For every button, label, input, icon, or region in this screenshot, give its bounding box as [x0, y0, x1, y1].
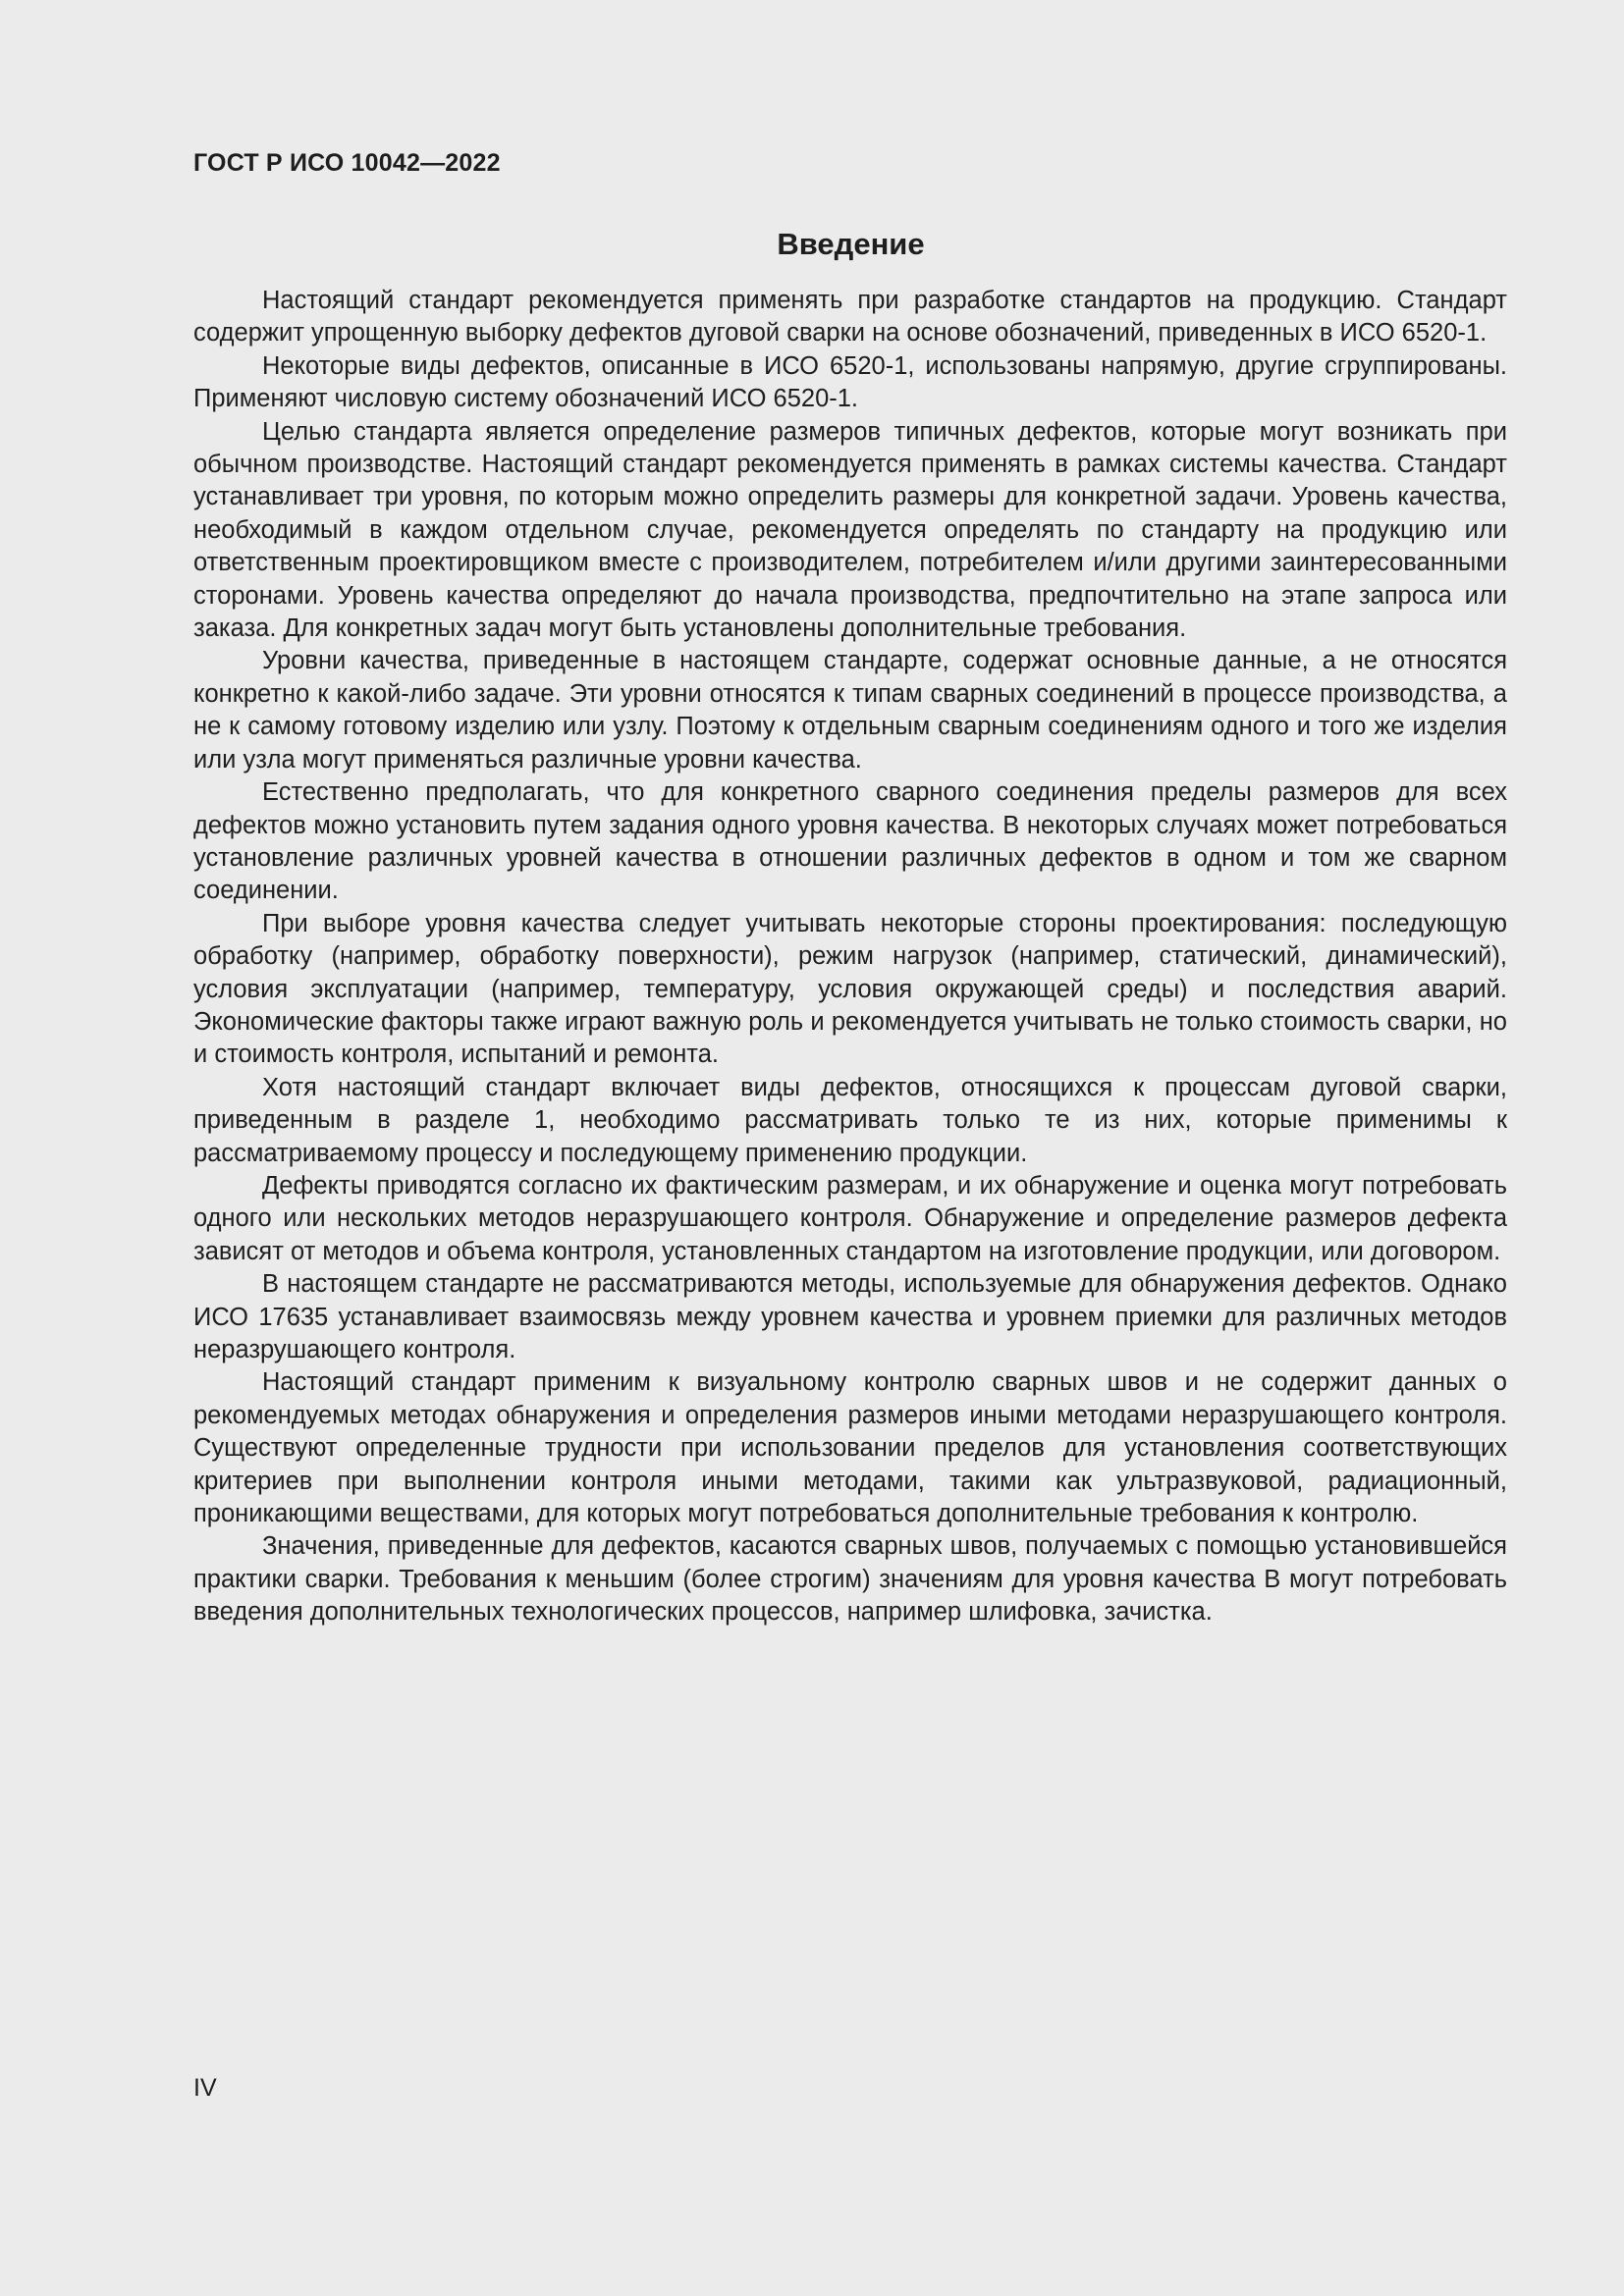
paragraph: Дефекты приводятся согласно их фактическим размерам, и их обнаружение и оценка могут потребовать одного или нескольких методов неразрушающего контроля. Обнаружение и определение размеров дефекта зависят от методов и объема контроля, установленных стандартом на изготовление продукции, или договором.	[193, 1171, 1507, 1265]
introduction-body	[193, 285, 1507, 1629]
paragraph: Хотя настоящий стандарт включает виды дефектов, относящихся к процессам дуговой сварки, приведенным в разделе 1, необходимо рассматривать только те из них, которые применимы к рассматриваемому процессу и последующему применению продукции.	[193, 1073, 1507, 1167]
paragraph: При выборе уровня качества следует учитывать некоторые стороны проектирования: последующую обработку (например, обработку поверхности), режим нагрузок (например, статический, динамический), условия эксплуатации (например, температуру, условия окружающей среды) и последствия аварий. Экономические факторы также играют важную роль и рекомендуется учитывать не только стоимость сварки, но и стоимость контроля, испытаний и ремонта.	[193, 909, 1507, 1069]
paragraph: Уровни качества, приведенные в настоящем стандарте, содержат основные данные, а не относятся конкретно к какой-либо задаче. Эти уровни относятся к типам сварных соединений в процессе производства, а не к самому готовому изделию или узлу. Поэтому к отдельным сварным соединениям одного и того же изделия или узла могут применяться различные уровни качества.	[193, 647, 1507, 774]
standard-code-header: ГОСТ Р ИСО 10042—2022	[193, 149, 501, 177]
paragraph: Значения, приведенные для дефектов, касаются сварных швов, получаемых с помощью установившейся практики сварки. Требования к меньшим (более строгим) значениям для уровня качества В могут потребовать введения дополнительных технологических процессов, например шлифовка, зачистка.	[193, 1532, 1507, 1627]
paragraph: Некоторые виды дефектов, описанные в ИСО 6520-1, использованы напрямую, другие сгруппированы. Применяют числовую систему обозначений ИСО 6520-1.	[193, 351, 1507, 413]
section-title: Введение	[777, 227, 925, 261]
paragraph: Настоящий стандарт применим к визуальному контролю сварных швов и не содержит данных о рекомендуемых методах обнаружения и определения размеров иными методами неразрушающего контроля. Существуют определенные трудности при использовании пределов для установления соответствующих критериев при выполнении контроля иными методами, такими как ультразвуковой, радиационный, проникающими веществами, для которых могут потребоваться дополнительные требования к контролю.	[193, 1368, 1507, 1528]
page-number: IV	[193, 2074, 217, 2102]
paragraph: Целью стандарта является определение размеров типичных дефектов, которые могут возникать при обычном производстве. Настоящий стандарт рекомендуется применять в рамках системы качества. Стандарт устанавливает три уровня, по которым можно определить размеры для конкретной задачи. Уровень качества, необходимый в каждом отдельном случае, рекомендуется определять по стандарту на продукцию или ответственным проектировщиком вместе с производителем, потребителем и/или другими заинтересованными сторонами. Уровень качества определяют до начала производства, предпочтительно на этапе запроса или заказа. Для конкретных задач могут быть установлены дополнительные требования.	[193, 417, 1507, 643]
paragraph: Настоящий стандарт рекомендуется применять при разработке стандартов на продукцию. Стандарт содержит упрощенную выборку дефектов дуговой сварки на основе обозначений, приведенных в ИСО 6520-1.	[193, 287, 1507, 347]
paragraph: Естественно предполагать, что для конкретного сварного соединения пределы размеров для всех дефектов можно установить путем задания одного уровня качества. В некоторых случаях может потребоваться установление различных уровней качества в отношении различных дефектов в одном и том же сварном соединении.	[193, 778, 1507, 905]
paragraph: В настоящем стандарте не рассматриваются методы, используемые для обнаружения дефектов. Однако ИСО 17635 устанавливает взаимосвязь между уровнем качества и уровнем приемки для различных методов неразрушающего контроля.	[193, 1270, 1507, 1363]
